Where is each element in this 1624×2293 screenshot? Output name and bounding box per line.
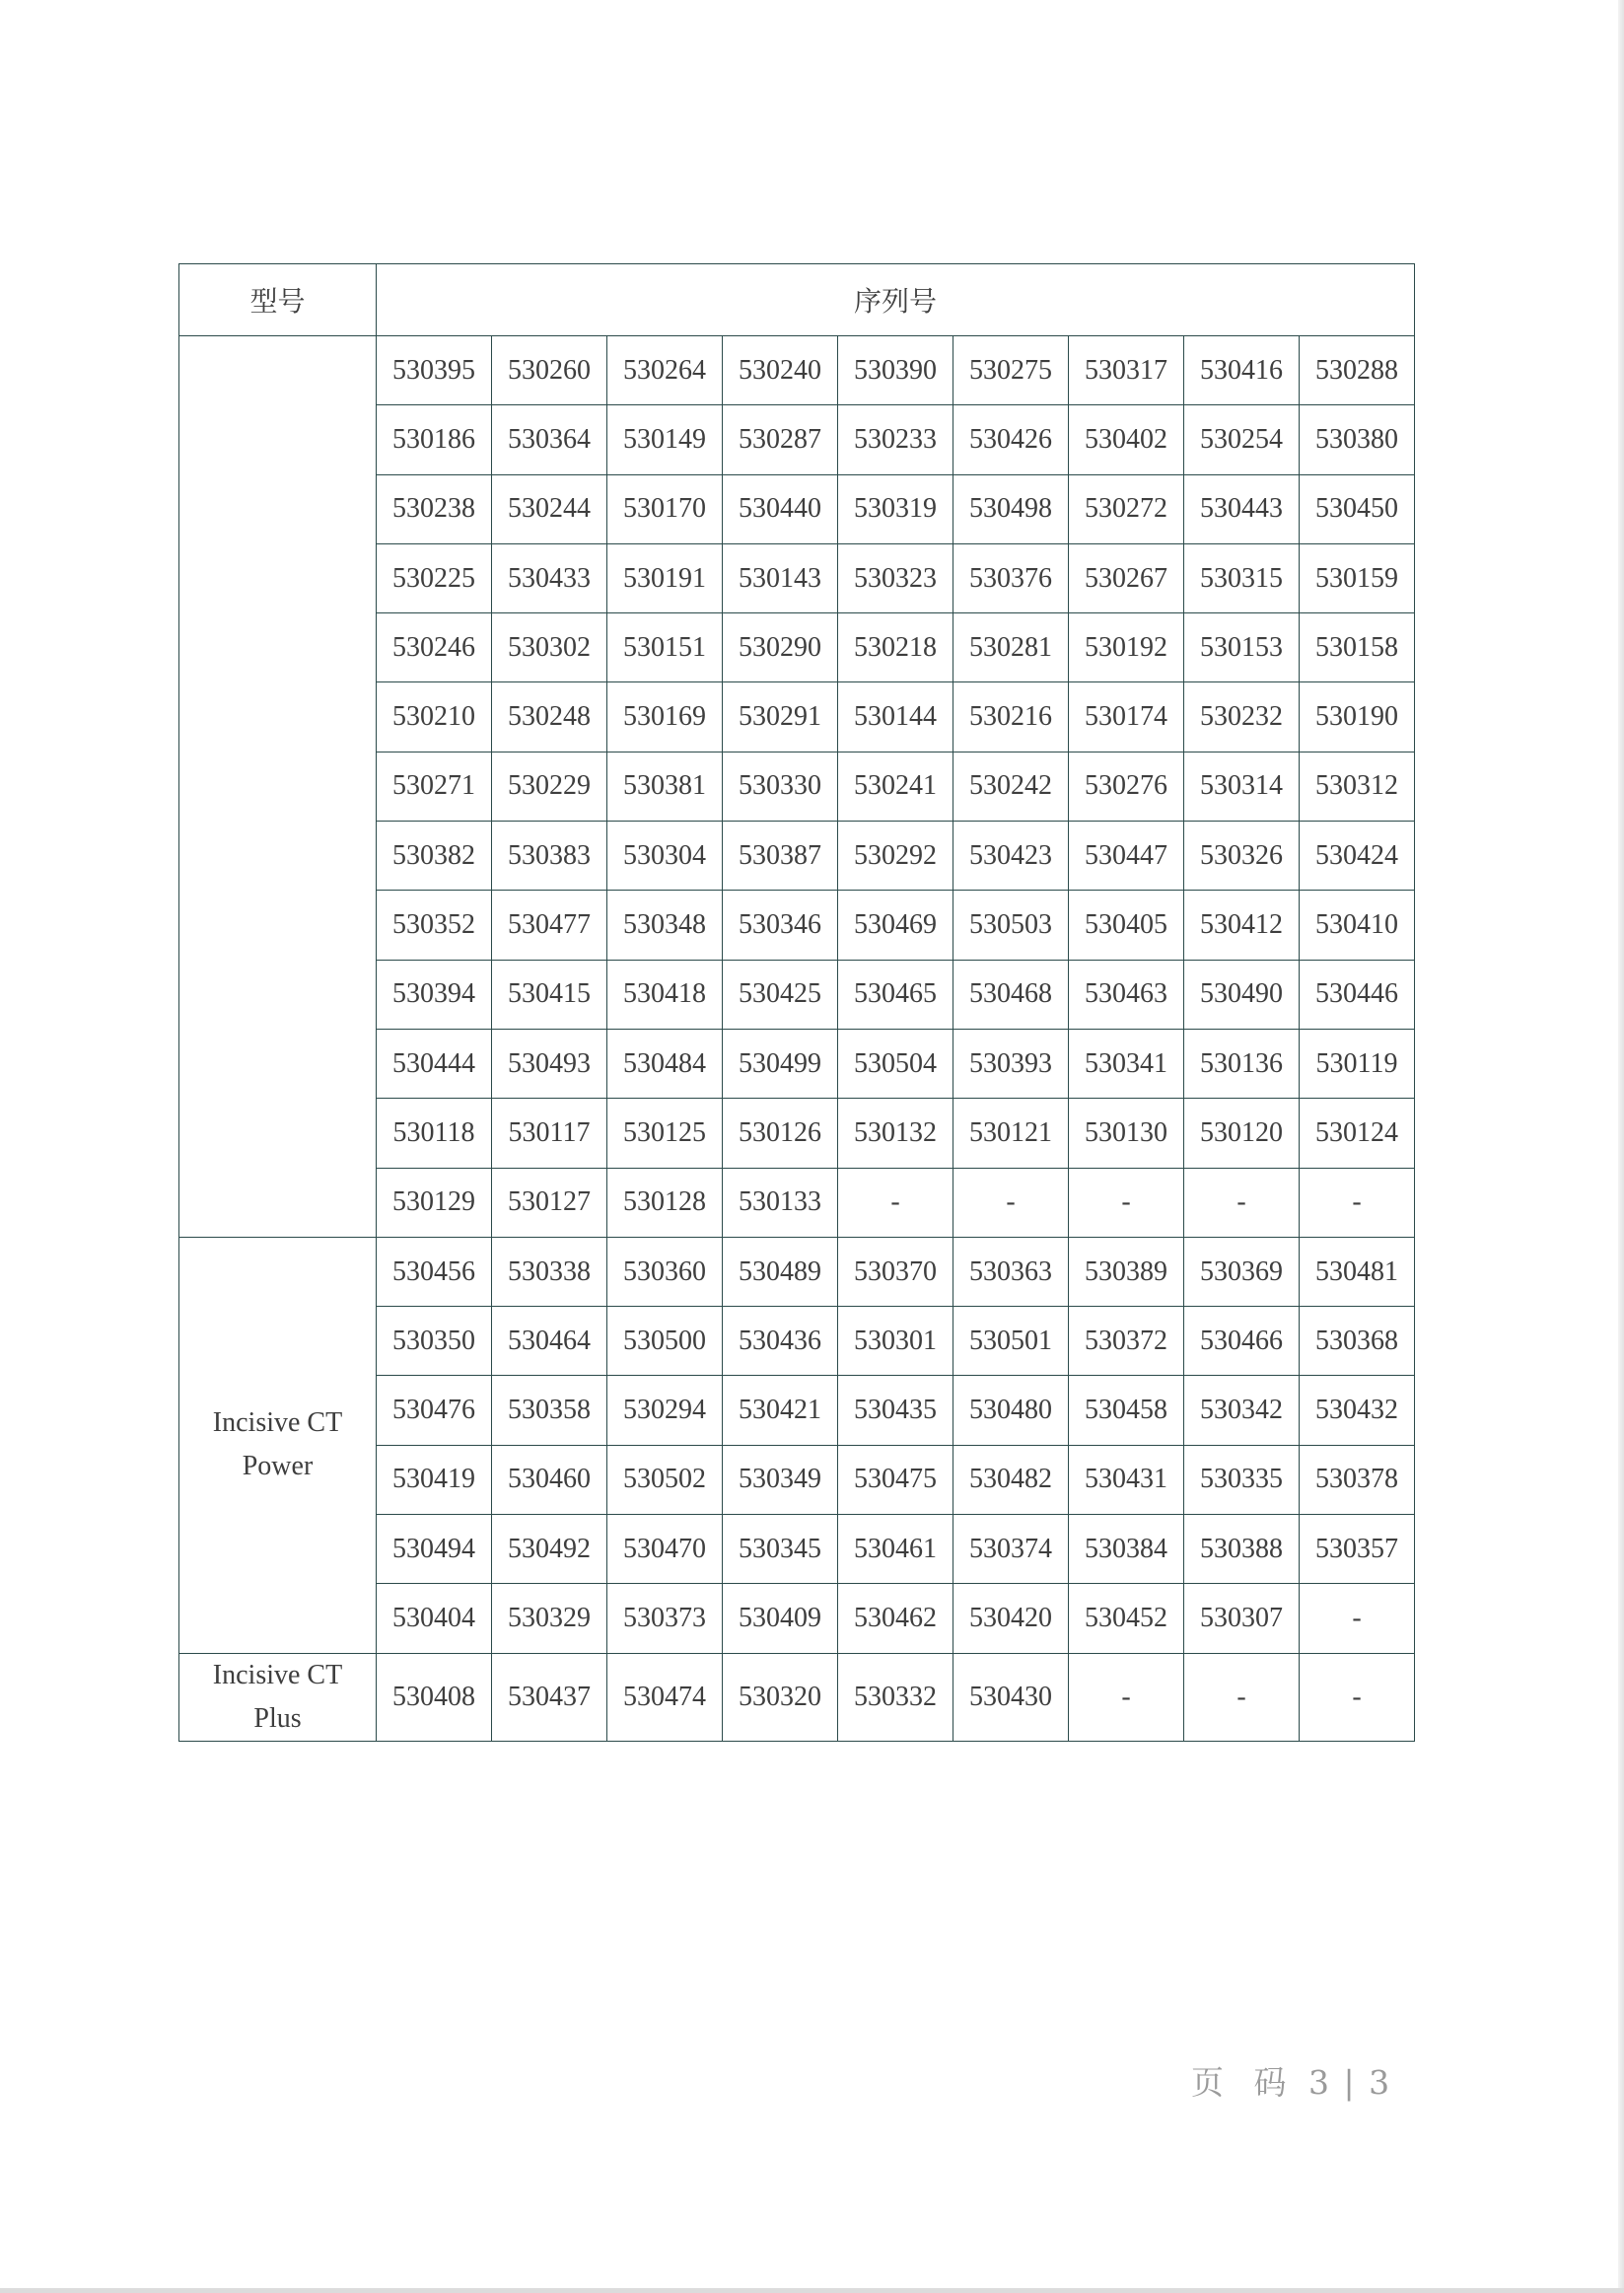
serial-number-cell: 530271 [377,752,492,821]
serial-number-cell: 530143 [723,543,838,612]
serial-number-cell: 530402 [1069,405,1184,474]
serial-number-cell: 530238 [377,474,492,543]
serial-number-cell: 530363 [953,1237,1069,1306]
serial-number-cell: 530218 [838,613,953,682]
serial-number-cell: 530464 [492,1307,607,1376]
serial-number-cell: 530292 [838,822,953,891]
serial-number-cell: 530462 [838,1584,953,1653]
serial-number-cell: 530369 [1184,1237,1300,1306]
model-cell [179,1237,377,1653]
page-label: 页 码 [1191,2063,1297,2102]
serial-number-cell: 530481 [1300,1237,1415,1306]
serial-number-cell: 530389 [1069,1237,1184,1306]
serial-number-cell: 530419 [377,1445,492,1514]
serial-number-cell: 530458 [1069,1376,1184,1445]
serial-number-cell: 530190 [1300,682,1415,752]
serial-number-cell: 530133 [723,1168,838,1237]
serial-number-cell: 530229 [492,752,607,821]
serial-number-cell: 530348 [607,891,723,960]
serial-number-cell: 530405 [1069,891,1184,960]
serial-number-cell: 530463 [1069,960,1184,1029]
model-name-line: Incisive CT [212,1407,343,1439]
serial-number-cell: - [1300,1653,1415,1741]
table-header-row [179,264,1415,336]
serial-number-cell: 530415 [492,960,607,1029]
serial-number-cell: 530264 [607,336,723,405]
scan-edge [0,2288,1624,2293]
serial-number-cell: 530416 [1184,336,1300,405]
serial-number-cell: 530275 [953,336,1069,405]
serial-number-cell: 530423 [953,822,1069,891]
serial-number-cell: - [1184,1168,1300,1237]
serial-number-cell: 530500 [607,1307,723,1376]
serial-number-cell: 530383 [492,822,607,891]
serial-number-cell: 530144 [838,682,953,752]
serial-number-cell: 530370 [838,1237,953,1306]
serial-number-cell: 530301 [838,1307,953,1376]
serial-number-cell: - [1069,1168,1184,1237]
serial-number-cell: 530433 [492,543,607,612]
serial-number-cell: 530358 [492,1376,607,1445]
serial-number-cell: 530440 [723,474,838,543]
page-current: 3 [1308,2063,1331,2102]
serial-number-cell: - [1300,1168,1415,1237]
table-row [179,1653,1415,1741]
serial-number-cell: 530474 [607,1653,723,1741]
serial-number-cell: 530126 [723,1099,838,1168]
serial-number-cell: 530151 [607,613,723,682]
serial-number-cell: 530276 [1069,752,1184,821]
serial-number-cell: - [953,1168,1069,1237]
serial-number-cell: 530128 [607,1168,723,1237]
serial-number-cell: 530210 [377,682,492,752]
serial-number-cell: 530412 [1184,891,1300,960]
serial-number-cell: 530272 [1069,474,1184,543]
serial-number-cell: 530372 [1069,1307,1184,1376]
serial-number-cell: 530387 [723,822,838,891]
serial-number-cell: 530233 [838,405,953,474]
serial-number-cell: 530420 [953,1584,1069,1653]
serial-number-cell: 530380 [1300,405,1415,474]
serial-number-cell: 530153 [1184,613,1300,682]
serial-number-cell: 530477 [492,891,607,960]
serial-number-cell: 530120 [1184,1099,1300,1168]
serial-number-cell: 530492 [492,1515,607,1584]
serial-number-cell: 530378 [1300,1445,1415,1514]
serial-number-cell: 530465 [838,960,953,1029]
serial-number-cell: 530342 [1184,1376,1300,1445]
serial-number-cell: 530291 [723,682,838,752]
serial-number-cell: 530192 [1069,613,1184,682]
serial-number-cell: 530349 [723,1445,838,1514]
serial-number-cell: 530338 [492,1237,607,1306]
serial-number-cell: 530191 [607,543,723,612]
serial-number-cell: 530244 [492,474,607,543]
serial-number-cell: 530432 [1300,1376,1415,1445]
serial-number-cell: 530357 [1300,1515,1415,1584]
serial-number-cell: 530480 [953,1376,1069,1445]
serial-number-cell: 530281 [953,613,1069,682]
serial-number-cell: 530435 [838,1376,953,1445]
serial-number-cell: 530330 [723,752,838,821]
serial-number-cell: 530410 [1300,891,1415,960]
serial-number-cell: 530125 [607,1099,723,1168]
serial-number-cell: 530326 [1184,822,1300,891]
serial-number-cell: 530320 [723,1653,838,1741]
serial-number-cell: 530431 [1069,1445,1184,1514]
serial-number-cell: 530482 [953,1445,1069,1514]
serial-number-cell: 530489 [723,1237,838,1306]
scan-edge [1618,0,1624,2293]
serial-number-cell: 530469 [838,891,953,960]
serial-number-cell: - [1300,1584,1415,1653]
serial-number-cell: 530484 [607,1029,723,1098]
serial-number-cell: 530395 [377,336,492,405]
serial-number-cell: 530452 [1069,1584,1184,1653]
serial-number-cell: 530186 [377,405,492,474]
serial-number-cell: 530470 [607,1515,723,1584]
serial-number-cell: 530443 [1184,474,1300,543]
serial-number-cell: 530335 [1184,1445,1300,1514]
serial-number-cell: 530254 [1184,405,1300,474]
serial-number-cell: 530368 [1300,1307,1415,1376]
serial-number-cell: 530302 [492,613,607,682]
serial-number-cell: 530476 [377,1376,492,1445]
serial-number-cell: 530475 [838,1445,953,1514]
serial-number-cell: 530242 [953,752,1069,821]
serial-number-cell: 530307 [1184,1584,1300,1653]
serial-number-cell: 530390 [838,336,953,405]
table-row [179,336,1415,405]
serial-number-cell: 530437 [492,1653,607,1741]
serial-number-cell: 530373 [607,1584,723,1653]
serial-number-cell: 530360 [607,1237,723,1306]
model-name-line: Incisive CT [212,1659,343,1690]
serial-number-cell: 530490 [1184,960,1300,1029]
serial-number-cell: 530376 [953,543,1069,612]
serial-number-cell: 530504 [838,1029,953,1098]
serial-number-cell: 530288 [1300,336,1415,405]
serial-number-cell: 530314 [1184,752,1300,821]
serial-number-cell: 530466 [1184,1307,1300,1376]
serial-number-cell: 530418 [607,960,723,1029]
serial-number-cell: 530446 [1300,960,1415,1029]
serial-number-cell: 530119 [1300,1029,1415,1098]
serial-number-cell: 530424 [1300,822,1415,891]
serial-number-cell: 530159 [1300,543,1415,612]
serial-number-cell: 530409 [723,1584,838,1653]
serial-number-cell: 530350 [377,1307,492,1376]
serial-number-cell: 530329 [492,1584,607,1653]
model-cell [179,336,377,1238]
serial-number-cell: 530450 [1300,474,1415,543]
serial-number-cell: 530456 [377,1237,492,1306]
table-body [179,336,1415,1742]
serial-number-cell: 530246 [377,613,492,682]
serial-number-cell: 530287 [723,405,838,474]
serial-number-cell: 530124 [1300,1099,1415,1168]
serial-number-cell: 530232 [1184,682,1300,752]
serial-number-cell: 530174 [1069,682,1184,752]
serial-number-cell: 530169 [607,682,723,752]
serial-number-cell: 530341 [1069,1029,1184,1098]
serial-number-cell: 530130 [1069,1099,1184,1168]
serial-number-cell: 530436 [723,1307,838,1376]
serial-number-cell: 530408 [377,1653,492,1741]
model-column-header: 型号 [179,264,377,336]
serial-column-header: 序列号 [377,264,1415,336]
serial-number-cell: 530170 [607,474,723,543]
serial-number-cell: - [1069,1653,1184,1741]
serial-number-cell: 530319 [838,474,953,543]
serial-number-cell: 530501 [953,1307,1069,1376]
serial-number-cell: 530158 [1300,613,1415,682]
serial-number-cell: - [1184,1653,1300,1741]
serial-number-cell: 530136 [1184,1029,1300,1098]
serial-number-cell: 530240 [723,336,838,405]
model-name-line: Power [242,1451,314,1482]
serial-number-cell: 530430 [953,1653,1069,1741]
serial-number-cell: 530498 [953,474,1069,543]
serial-number-cell: 530304 [607,822,723,891]
serial-number-cell: 530468 [953,960,1069,1029]
serial-number-cell: 530127 [492,1168,607,1237]
serial-number-cell: 530216 [953,682,1069,752]
serial-number-cell: 530493 [492,1029,607,1098]
serial-number-cell: 530460 [492,1445,607,1514]
serial-number-cell: 530494 [377,1515,492,1584]
serial-number-cell: 530312 [1300,752,1415,821]
serial-number-cell: 530425 [723,960,838,1029]
serial-number-cell: 530132 [838,1099,953,1168]
serial-number-cell: 530364 [492,405,607,474]
serial-number-cell: 530241 [838,752,953,821]
serial-number-cell: 530426 [953,405,1069,474]
serial-number-cell: 530315 [1184,543,1300,612]
serial-number-cell: 530323 [838,543,953,612]
page-separator: | [1343,2063,1357,2102]
page-total: 3 [1369,2063,1392,2102]
table-row [179,1237,1415,1306]
serial-number-cell: 530352 [377,891,492,960]
serial-number-cell: 530502 [607,1445,723,1514]
serial-number-cell: 530332 [838,1653,953,1741]
serial-number-cell: 530503 [953,891,1069,960]
serial-number-cell: 530393 [953,1029,1069,1098]
serial-number-cell: 530117 [492,1099,607,1168]
serial-number-cell: 530444 [377,1029,492,1098]
serial-number-cell: 530317 [1069,336,1184,405]
serial-number-cell: 530394 [377,960,492,1029]
serial-number-cell: 530118 [377,1099,492,1168]
serial-number-cell: 530381 [607,752,723,821]
serial-number-cell: 530248 [492,682,607,752]
page-number [1191,2057,1391,2104]
serial-number-cell: 530346 [723,891,838,960]
serial-number-cell: 530404 [377,1584,492,1653]
serial-number-cell: 530294 [607,1376,723,1445]
serial-number-cell: 530382 [377,822,492,891]
serial-number-cell: 530260 [492,336,607,405]
serial-number-cell: 530461 [838,1515,953,1584]
serial-number-table [178,263,1415,1742]
model-cell [179,1653,377,1741]
serial-number-cell: 530388 [1184,1515,1300,1584]
serial-number-cell: 530121 [953,1099,1069,1168]
serial-number-cell: 530345 [723,1515,838,1584]
serial-number-cell: 530149 [607,405,723,474]
serial-number-cell: 530129 [377,1168,492,1237]
serial-number-cell: 530290 [723,613,838,682]
serial-number-cell: 530421 [723,1376,838,1445]
serial-number-cell: - [838,1168,953,1237]
serial-number-cell: 530384 [1069,1515,1184,1584]
serial-number-cell: 530499 [723,1029,838,1098]
model-name-line: Plus [253,1702,302,1734]
serial-number-cell: 530267 [1069,543,1184,612]
serial-number-cell: 530447 [1069,822,1184,891]
serial-number-cell: 530374 [953,1515,1069,1584]
serial-number-cell: 530225 [377,543,492,612]
